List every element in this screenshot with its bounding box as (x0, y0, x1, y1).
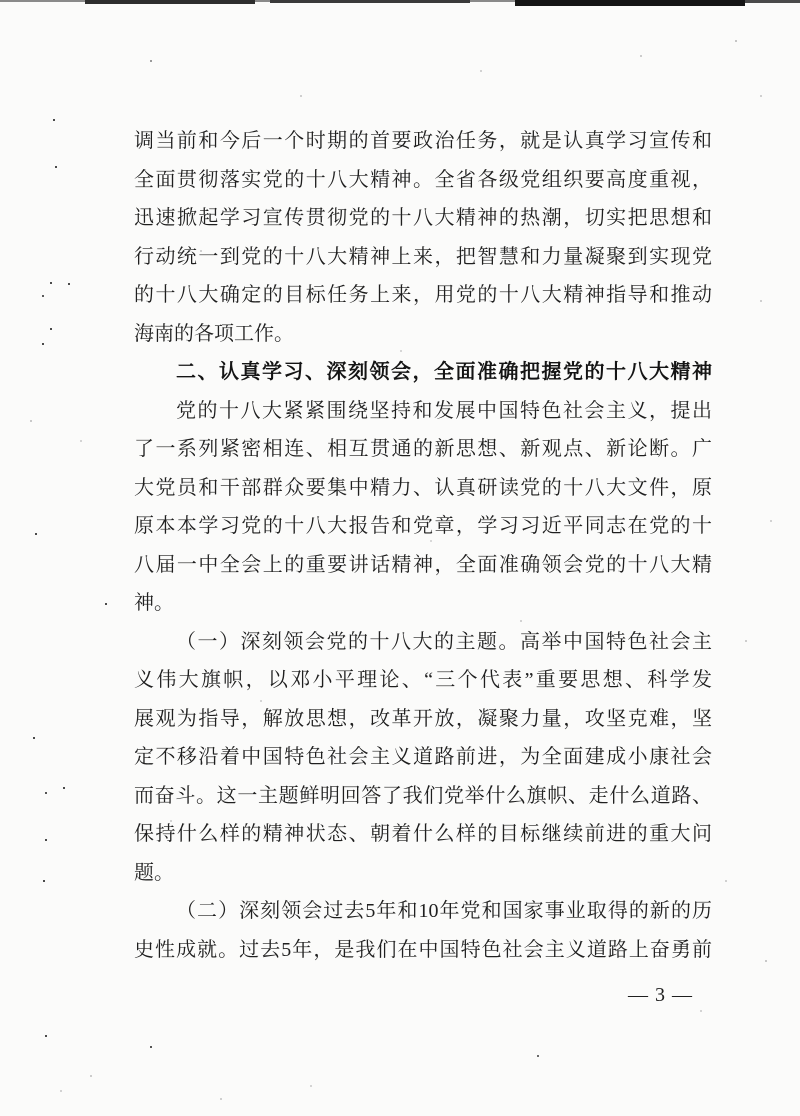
text-line: 海南的各项工作。 (134, 322, 294, 345)
scan-edge-segment (745, 0, 800, 3)
text-line: 党的十八大紧紧围绕坚持和发展中国特色社会主义，提出 (176, 399, 712, 422)
text-line: 了一系列紧密相连、相互贯通的新思想、新观点、新论断。广 (134, 438, 712, 460)
text-line: 迅速掀起学习宣传贯彻党的十八大精神的热潮，切实把思想和 (134, 207, 712, 229)
text-line: 义伟大旗帜，以邓小平理论、“三个代表”重要思想、科学发 (134, 669, 712, 691)
text-line: 展观为指导，解放思想，改革开放，凝聚力量，攻坚克难，坚 (134, 707, 712, 730)
scan-edge-segment (270, 0, 470, 3)
text-line: 定不移沿着中国特色社会主义道路前进，为全面建成小康社会 (134, 746, 712, 768)
document-body (134, 122, 712, 969)
paper-speckles-light (0, 0, 2, 2)
text-line: 调当前和今后一个时期的首要政治任务，就是认真学习宣传和 (134, 130, 712, 152)
page-number: — 3 — (628, 984, 693, 1006)
text-line: 八届一中全会上的重要讲话精神，全面准确领会党的十八大精 (134, 553, 712, 576)
text-line: 大党员和干部群众要集中精力、认真研读党的十八大文件，原 (134, 476, 712, 499)
text-line: 题。 (134, 861, 174, 884)
text-line: 史性成就。过去5年，是我们在中国特色社会主义道路上奋勇前 (134, 938, 712, 961)
scan-edge-segment (85, 0, 255, 4)
text-line: 原本本学习党的十八大报告和党章，学习习近平同志在党的十 (134, 515, 712, 537)
text-line: 全面贯彻落实党的十八大精神。全省各级党组织要高度重视， (134, 168, 712, 191)
text-line: 行动统一到党的十八大精神上来，把智慧和力量凝聚到实现党 (134, 245, 712, 268)
text-line: 而奋斗。这一主题鲜明回答了我们党举什么旗帜、走什么道路、 (134, 784, 712, 807)
section-heading: 二、认真学习、深刻领会，全面准确把握党的十八大精神 (176, 361, 712, 383)
scan-edge-segment (515, 0, 745, 6)
scan-artifact-top-edge (0, 0, 800, 8)
text-line: （一）深刻领会党的十八大的主题。高举中国特色社会主 (176, 630, 712, 653)
text-line: 保持什么样的精神状态、朝着什么样的目标继续前进的重大问 (134, 823, 712, 845)
text-line: 神。 (134, 592, 174, 614)
text-line: （二）深刻领会过去5年和10年党和国家事业取得的新的历 (176, 900, 712, 922)
text-line: 的十八大确定的目标任务上来，用党的十八大精神指导和推动 (134, 284, 712, 306)
